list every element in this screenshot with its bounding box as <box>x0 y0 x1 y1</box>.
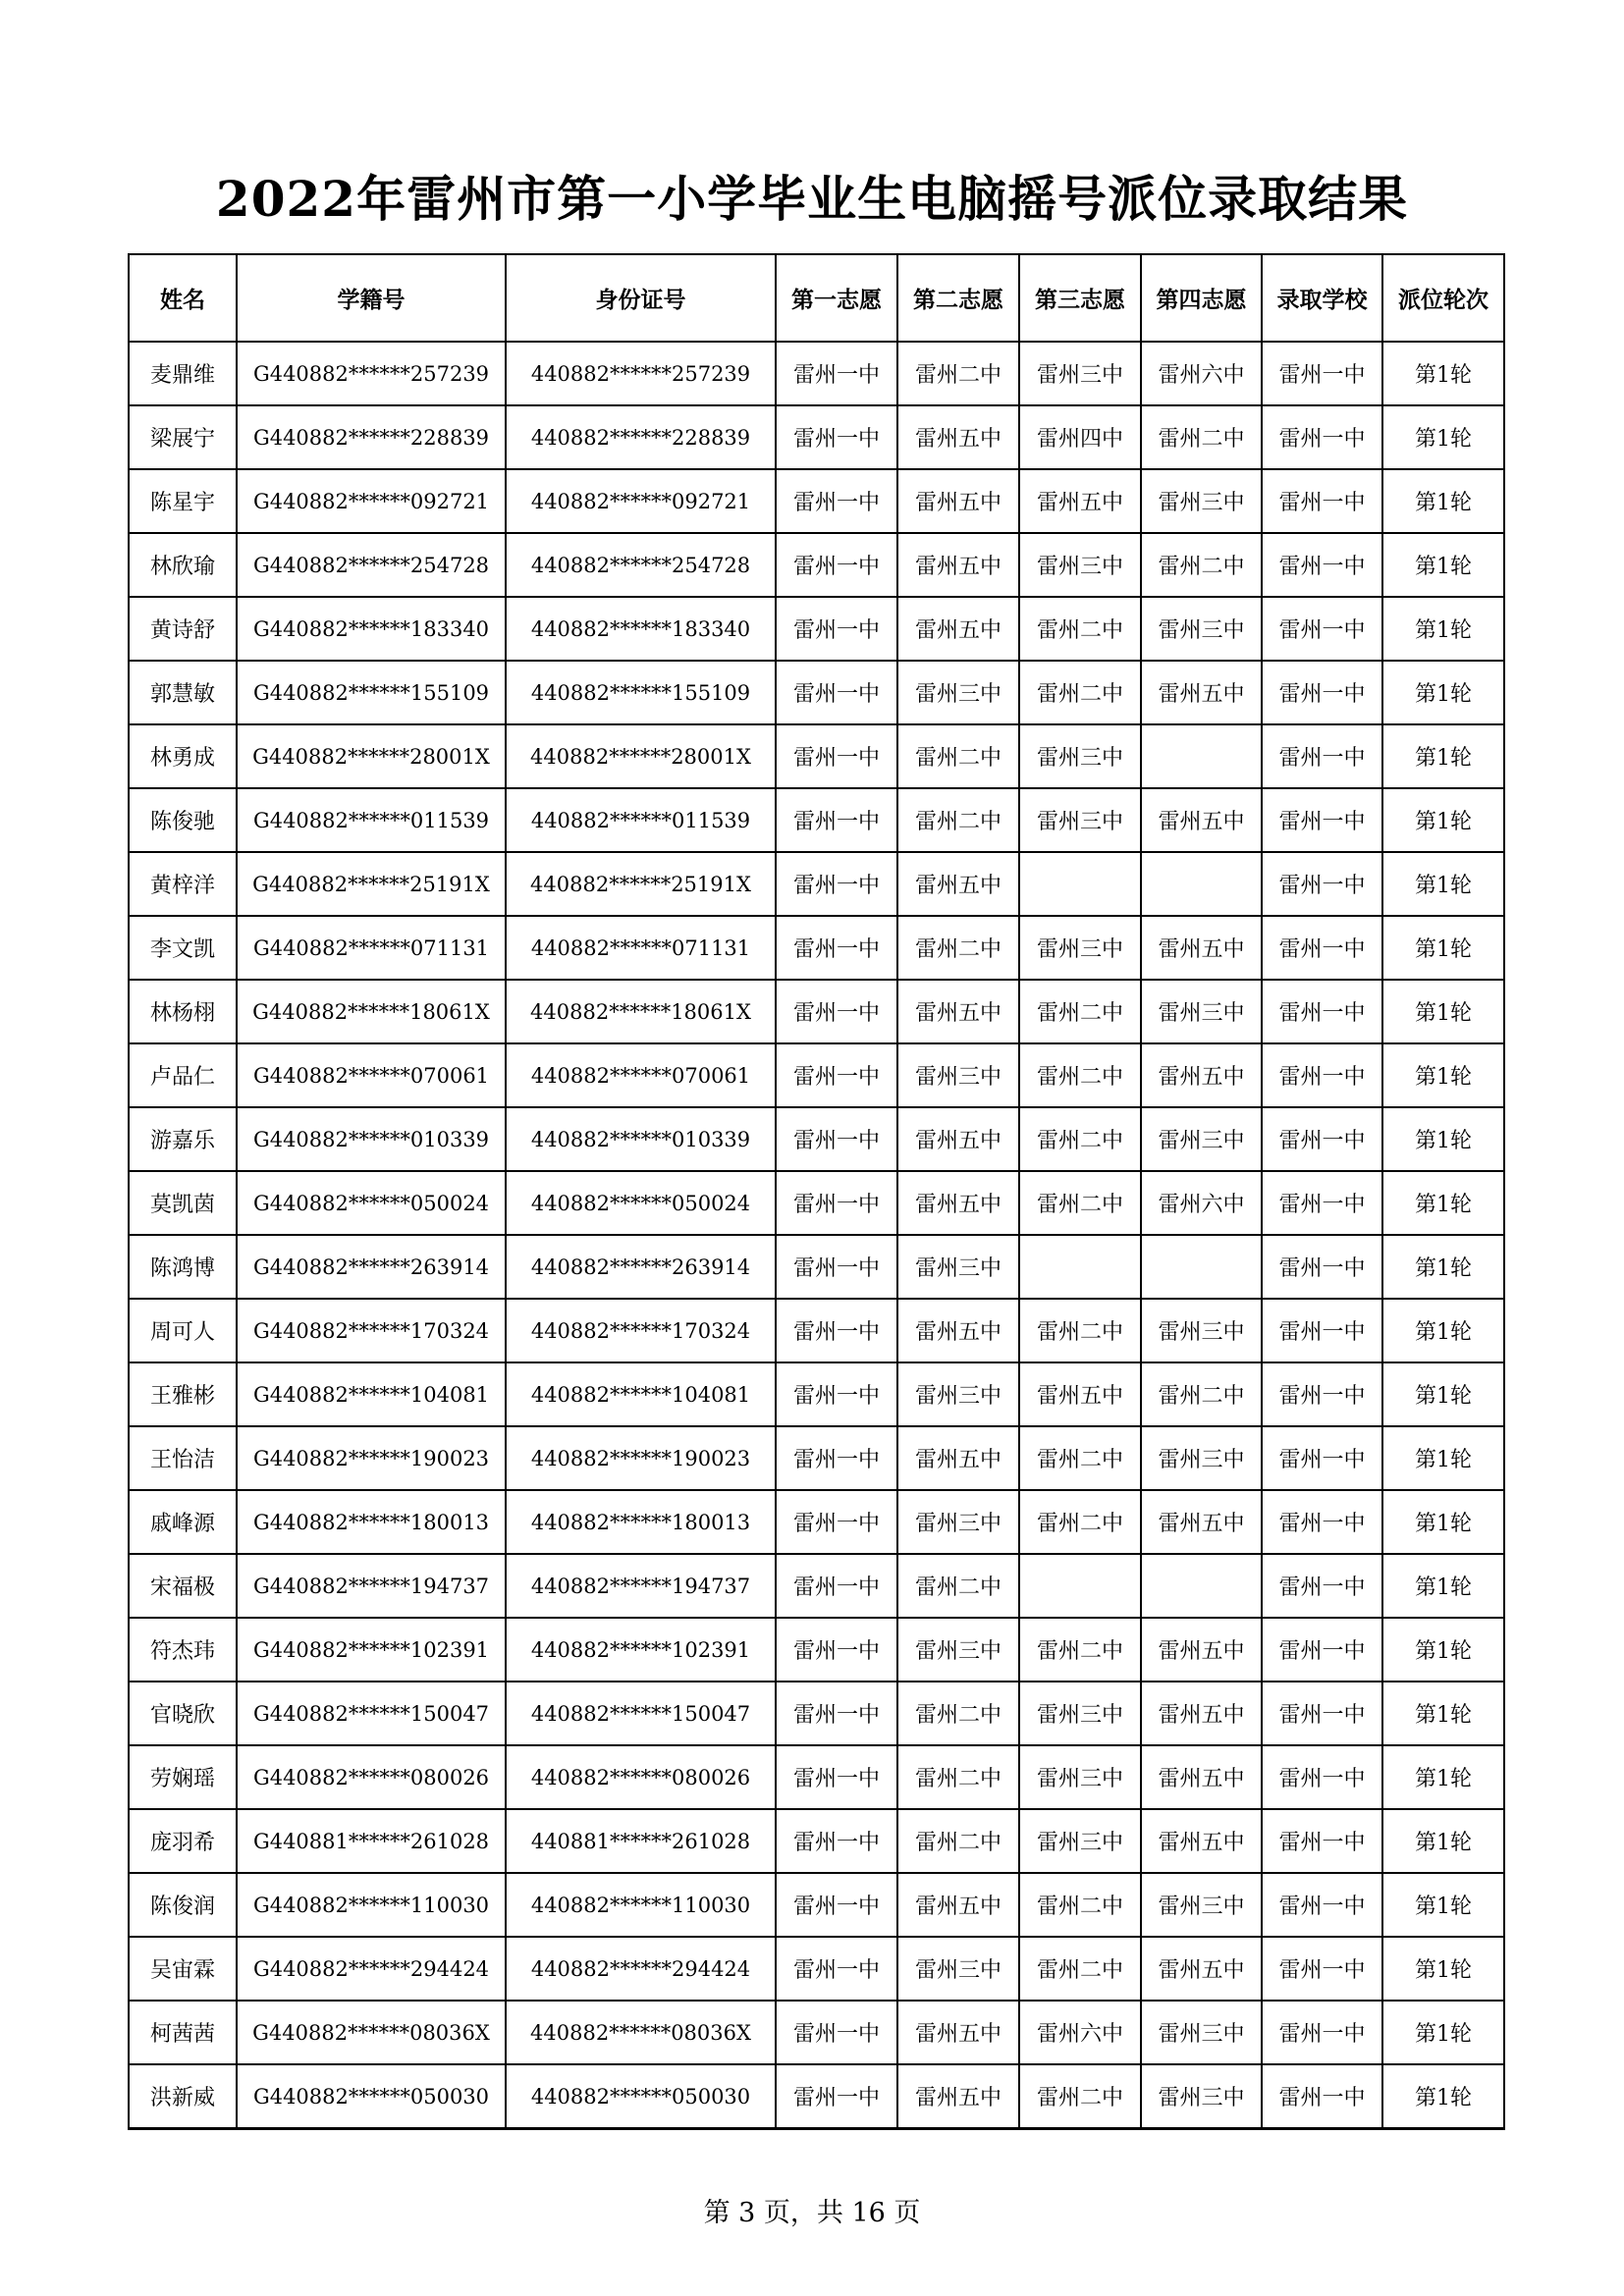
cell-student-id: G440882******170324 <box>237 1299 506 1362</box>
cell-choice-4: 雷州三中 <box>1141 980 1262 1043</box>
cell-choice-3: 雷州二中 <box>1019 1299 1141 1362</box>
cell-choice-4: 雷州五中 <box>1141 1745 1262 1809</box>
cell-id-card: 440882******080026 <box>506 1745 776 1809</box>
table-row <box>129 1809 1504 1873</box>
cell-id-card: 440882******190023 <box>506 1426 776 1490</box>
cell-choice-3: 雷州二中 <box>1019 2064 1141 2129</box>
cell-choice-3: 雷州二中 <box>1019 1618 1141 1682</box>
cell-choice-1: 雷州一中 <box>776 980 897 1043</box>
cell-name: 郭慧敏 <box>129 661 237 724</box>
cell-id-card: 440882******104081 <box>506 1362 776 1426</box>
cell-name: 黄梓洋 <box>129 852 237 916</box>
cell-choice-3: 雷州三中 <box>1019 788 1141 852</box>
header-round: 派位轮次 <box>1382 254 1504 342</box>
cell-admitted-school: 雷州一中 <box>1262 1682 1382 1745</box>
cell-choice-3: 雷州三中 <box>1019 533 1141 597</box>
cell-name: 林欣瑜 <box>129 533 237 597</box>
cell-choice-3 <box>1019 1235 1141 1299</box>
cell-name: 林勇成 <box>129 724 237 788</box>
cell-name: 宋福极 <box>129 1554 237 1618</box>
cell-choice-1: 雷州一中 <box>776 1426 897 1490</box>
cell-id-card: 440882******254728 <box>506 533 776 597</box>
cell-choice-3: 雷州二中 <box>1019 661 1141 724</box>
cell-name: 王怡洁 <box>129 1426 237 1490</box>
cell-id-card: 440882******194737 <box>506 1554 776 1618</box>
cell-admitted-school: 雷州一中 <box>1262 916 1382 980</box>
cell-admitted-school: 雷州一中 <box>1262 1299 1382 1362</box>
cell-id-card: 440882******050024 <box>506 1171 776 1235</box>
cell-id-card: 440882******071131 <box>506 916 776 980</box>
cell-admitted-school: 雷州一中 <box>1262 1107 1382 1171</box>
cell-round: 第1轮 <box>1382 1426 1504 1490</box>
cell-id-card: 440882******011539 <box>506 788 776 852</box>
cell-choice-1: 雷州一中 <box>776 1107 897 1171</box>
cell-id-card: 440882******18061X <box>506 980 776 1043</box>
cell-id-card: 440882******228839 <box>506 405 776 469</box>
cell-choice-1: 雷州一中 <box>776 1809 897 1873</box>
cell-choice-4 <box>1141 1554 1262 1618</box>
table-row <box>129 2001 1504 2064</box>
cell-choice-2: 雷州五中 <box>897 405 1019 469</box>
table-row <box>129 1043 1504 1107</box>
cell-student-id: G440882******110030 <box>237 1873 506 1937</box>
cell-choice-2: 雷州二中 <box>897 1554 1019 1618</box>
cell-choice-1: 雷州一中 <box>776 469 897 533</box>
cell-admitted-school: 雷州一中 <box>1262 788 1382 852</box>
cell-choice-2: 雷州二中 <box>897 1809 1019 1873</box>
cell-round: 第1轮 <box>1382 1745 1504 1809</box>
cell-choice-2: 雷州二中 <box>897 1682 1019 1745</box>
cell-id-card: 440882******294424 <box>506 1937 776 2001</box>
cell-student-id: G440882******190023 <box>237 1426 506 1490</box>
cell-choice-2: 雷州五中 <box>897 1171 1019 1235</box>
cell-student-id: G440882******25191X <box>237 852 506 916</box>
cell-choice-1: 雷州一中 <box>776 852 897 916</box>
cell-admitted-school: 雷州一中 <box>1262 405 1382 469</box>
cell-round: 第1轮 <box>1382 1490 1504 1554</box>
cell-admitted-school: 雷州一中 <box>1262 1809 1382 1873</box>
cell-round: 第1轮 <box>1382 661 1504 724</box>
cell-round: 第1轮 <box>1382 980 1504 1043</box>
cell-student-id: G440882******104081 <box>237 1362 506 1426</box>
cell-round: 第1轮 <box>1382 916 1504 980</box>
cell-admitted-school: 雷州一中 <box>1262 1873 1382 1937</box>
cell-id-card: 440882******263914 <box>506 1235 776 1299</box>
cell-round: 第1轮 <box>1382 1235 1504 1299</box>
cell-name: 游嘉乐 <box>129 1107 237 1171</box>
cell-choice-2: 雷州五中 <box>897 597 1019 661</box>
cell-choice-2: 雷州二中 <box>897 1745 1019 1809</box>
cell-choice-1: 雷州一中 <box>776 597 897 661</box>
cell-student-id: G440882******08036X <box>237 2001 506 2064</box>
cell-choice-4: 雷州三中 <box>1141 469 1262 533</box>
cell-admitted-school: 雷州一中 <box>1262 1362 1382 1426</box>
header-name: 姓名 <box>129 254 237 342</box>
cell-round: 第1轮 <box>1382 852 1504 916</box>
cell-student-id: G440882******257239 <box>237 342 506 405</box>
cell-id-card: 440882******110030 <box>506 1873 776 1937</box>
table-row <box>129 852 1504 916</box>
cell-admitted-school: 雷州一中 <box>1262 1235 1382 1299</box>
table-row <box>129 1490 1504 1554</box>
cell-choice-4: 雷州三中 <box>1141 1426 1262 1490</box>
admission-results-table <box>128 253 1505 2130</box>
cell-student-id: G440882******071131 <box>237 916 506 980</box>
cell-name: 王雅彬 <box>129 1362 237 1426</box>
cell-round: 第1轮 <box>1382 1107 1504 1171</box>
table-row <box>129 1554 1504 1618</box>
cell-choice-2: 雷州二中 <box>897 342 1019 405</box>
cell-name: 劳娴瑶 <box>129 1745 237 1809</box>
cell-round: 第1轮 <box>1382 405 1504 469</box>
cell-admitted-school: 雷州一中 <box>1262 1745 1382 1809</box>
cell-student-id: G440882******070061 <box>237 1043 506 1107</box>
cell-admitted-school: 雷州一中 <box>1262 469 1382 533</box>
cell-choice-1: 雷州一中 <box>776 533 897 597</box>
cell-choice-2: 雷州五中 <box>897 2001 1019 2064</box>
table-row <box>129 788 1504 852</box>
cell-admitted-school: 雷州一中 <box>1262 1043 1382 1107</box>
table-body <box>129 342 1504 2129</box>
cell-name: 陈俊润 <box>129 1873 237 1937</box>
cell-student-id: G440882******294424 <box>237 1937 506 2001</box>
cell-name: 林杨栩 <box>129 980 237 1043</box>
table-header-row <box>129 254 1504 342</box>
cell-admitted-school: 雷州一中 <box>1262 852 1382 916</box>
cell-admitted-school: 雷州一中 <box>1262 2001 1382 2064</box>
cell-choice-1: 雷州一中 <box>776 2064 897 2129</box>
page-title: 2022年雷州市第一小学毕业生电脑摇号派位录取结果 <box>215 170 1409 228</box>
cell-admitted-school: 雷州一中 <box>1262 661 1382 724</box>
table-row <box>129 916 1504 980</box>
cell-student-id: G440882******254728 <box>237 533 506 597</box>
cell-admitted-school: 雷州一中 <box>1262 2064 1382 2129</box>
cell-id-card: 440882******150047 <box>506 1682 776 1745</box>
cell-choice-3: 雷州五中 <box>1019 1362 1141 1426</box>
cell-id-card: 440882******155109 <box>506 661 776 724</box>
cell-name: 庞羽希 <box>129 1809 237 1873</box>
cell-choice-1: 雷州一中 <box>776 1873 897 1937</box>
cell-student-id: G440882******263914 <box>237 1235 506 1299</box>
cell-choice-4: 雷州三中 <box>1141 1299 1262 1362</box>
cell-choice-1: 雷州一中 <box>776 1235 897 1299</box>
cell-admitted-school: 雷州一中 <box>1262 342 1382 405</box>
cell-id-card: 440882******170324 <box>506 1299 776 1362</box>
cell-admitted-school: 雷州一中 <box>1262 980 1382 1043</box>
cell-choice-2: 雷州五中 <box>897 2064 1019 2129</box>
cell-name: 吴宙霖 <box>129 1937 237 2001</box>
cell-round: 第1轮 <box>1382 1362 1504 1426</box>
cell-choice-4: 雷州五中 <box>1141 916 1262 980</box>
cell-choice-1: 雷州一中 <box>776 1043 897 1107</box>
cell-student-id: G440882******180013 <box>237 1490 506 1554</box>
table-row <box>129 342 1504 405</box>
cell-student-id: G440882******228839 <box>237 405 506 469</box>
cell-choice-4: 雷州五中 <box>1141 1937 1262 2001</box>
cell-id-card: 440882******070061 <box>506 1043 776 1107</box>
cell-choice-4: 雷州三中 <box>1141 597 1262 661</box>
table-row <box>129 1171 1504 1235</box>
cell-name: 陈星宇 <box>129 469 237 533</box>
cell-round: 第1轮 <box>1382 342 1504 405</box>
cell-choice-1: 雷州一中 <box>776 1554 897 1618</box>
cell-choice-4: 雷州五中 <box>1141 1490 1262 1554</box>
cell-id-card: 440882******257239 <box>506 342 776 405</box>
page-footer: 第 3 页，共 16 页 <box>703 2198 921 2228</box>
table-row <box>129 1745 1504 1809</box>
table-row <box>129 980 1504 1043</box>
cell-id-card: 440882******08036X <box>506 2001 776 2064</box>
cell-choice-4: 雷州二中 <box>1141 533 1262 597</box>
cell-id-card: 440882******102391 <box>506 1618 776 1682</box>
cell-choice-2: 雷州五中 <box>897 1426 1019 1490</box>
cell-choice-2: 雷州五中 <box>897 533 1019 597</box>
cell-choice-4: 雷州六中 <box>1141 342 1262 405</box>
cell-round: 第1轮 <box>1382 1618 1504 1682</box>
cell-name: 卢品仁 <box>129 1043 237 1107</box>
cell-choice-4: 雷州二中 <box>1141 1362 1262 1426</box>
cell-choice-2: 雷州三中 <box>897 1937 1019 2001</box>
cell-student-id: G440882******080026 <box>237 1745 506 1809</box>
table-row <box>129 1937 1504 2001</box>
cell-admitted-school: 雷州一中 <box>1262 1490 1382 1554</box>
cell-choice-2: 雷州二中 <box>897 916 1019 980</box>
cell-choice-1: 雷州一中 <box>776 342 897 405</box>
cell-choice-4: 雷州五中 <box>1141 661 1262 724</box>
cell-choice-2: 雷州五中 <box>897 469 1019 533</box>
cell-choice-2: 雷州五中 <box>897 980 1019 1043</box>
table-row <box>129 1362 1504 1426</box>
cell-choice-2: 雷州三中 <box>897 1235 1019 1299</box>
cell-choice-4: 雷州三中 <box>1141 1873 1262 1937</box>
table-row <box>129 1682 1504 1745</box>
cell-choice-3: 雷州三中 <box>1019 1809 1141 1873</box>
cell-choice-4: 雷州五中 <box>1141 1809 1262 1873</box>
cell-choice-3: 雷州二中 <box>1019 1043 1141 1107</box>
cell-choice-3: 雷州六中 <box>1019 2001 1141 2064</box>
cell-admitted-school: 雷州一中 <box>1262 597 1382 661</box>
cell-choice-2: 雷州三中 <box>897 661 1019 724</box>
cell-choice-3: 雷州三中 <box>1019 916 1141 980</box>
cell-student-id: G440882******010339 <box>237 1107 506 1171</box>
cell-choice-1: 雷州一中 <box>776 405 897 469</box>
cell-choice-4: 雷州六中 <box>1141 1171 1262 1235</box>
cell-admitted-school: 雷州一中 <box>1262 1937 1382 2001</box>
cell-choice-1: 雷州一中 <box>776 1362 897 1426</box>
table-row <box>129 469 1504 533</box>
cell-choice-1: 雷州一中 <box>776 724 897 788</box>
cell-student-id: G440881******261028 <box>237 1809 506 1873</box>
cell-name: 陈俊驰 <box>129 788 237 852</box>
header-choice-3: 第三志愿 <box>1019 254 1141 342</box>
header-id-card: 身份证号 <box>506 254 776 342</box>
cell-choice-1: 雷州一中 <box>776 2001 897 2064</box>
cell-id-card: 440881******261028 <box>506 1809 776 1873</box>
cell-admitted-school: 雷州一中 <box>1262 1426 1382 1490</box>
cell-round: 第1轮 <box>1382 1873 1504 1937</box>
header-student-id: 学籍号 <box>237 254 506 342</box>
cell-student-id: G440882******194737 <box>237 1554 506 1618</box>
cell-student-id: G440882******102391 <box>237 1618 506 1682</box>
cell-name: 麦鼎维 <box>129 342 237 405</box>
cell-choice-3: 雷州二中 <box>1019 1937 1141 2001</box>
cell-choice-4: 雷州三中 <box>1141 1107 1262 1171</box>
cell-round: 第1轮 <box>1382 1809 1504 1873</box>
cell-choice-3: 雷州二中 <box>1019 1490 1141 1554</box>
cell-choice-3: 雷州二中 <box>1019 1107 1141 1171</box>
cell-name: 陈鸿博 <box>129 1235 237 1299</box>
cell-choice-2: 雷州三中 <box>897 1490 1019 1554</box>
cell-id-card: 440882******180013 <box>506 1490 776 1554</box>
cell-student-id: G440882******150047 <box>237 1682 506 1745</box>
table-row <box>129 405 1504 469</box>
cell-round: 第1轮 <box>1382 1171 1504 1235</box>
cell-choice-1: 雷州一中 <box>776 916 897 980</box>
table-row <box>129 1107 1504 1171</box>
cell-student-id: G440882******011539 <box>237 788 506 852</box>
cell-choice-2: 雷州五中 <box>897 852 1019 916</box>
cell-name: 洪新威 <box>129 2064 237 2129</box>
cell-choice-1: 雷州一中 <box>776 1299 897 1362</box>
cell-choice-3 <box>1019 852 1141 916</box>
table-row <box>129 597 1504 661</box>
cell-admitted-school: 雷州一中 <box>1262 1618 1382 1682</box>
cell-choice-3: 雷州三中 <box>1019 1745 1141 1809</box>
cell-id-card: 440882******010339 <box>506 1107 776 1171</box>
cell-choice-2: 雷州三中 <box>897 1362 1019 1426</box>
cell-round: 第1轮 <box>1382 2001 1504 2064</box>
cell-admitted-school: 雷州一中 <box>1262 724 1382 788</box>
cell-choice-3: 雷州三中 <box>1019 342 1141 405</box>
cell-round: 第1轮 <box>1382 2064 1504 2129</box>
cell-choice-2: 雷州三中 <box>897 1043 1019 1107</box>
cell-admitted-school: 雷州一中 <box>1262 1171 1382 1235</box>
cell-choice-1: 雷州一中 <box>776 1171 897 1235</box>
table-row <box>129 2064 1504 2129</box>
cell-choice-3: 雷州四中 <box>1019 405 1141 469</box>
cell-name: 黄诗舒 <box>129 597 237 661</box>
cell-choice-3: 雷州二中 <box>1019 1873 1141 1937</box>
cell-student-id: G440882******050024 <box>237 1171 506 1235</box>
cell-choice-3: 雷州五中 <box>1019 469 1141 533</box>
cell-name: 官晓欣 <box>129 1682 237 1745</box>
cell-student-id: G440882******183340 <box>237 597 506 661</box>
cell-id-card: 440882******092721 <box>506 469 776 533</box>
cell-choice-2: 雷州二中 <box>897 788 1019 852</box>
header-choice-4: 第四志愿 <box>1141 254 1262 342</box>
header-choice-2: 第二志愿 <box>897 254 1019 342</box>
cell-choice-4: 雷州二中 <box>1141 405 1262 469</box>
cell-choice-4: 雷州三中 <box>1141 2064 1262 2129</box>
cell-name: 周可人 <box>129 1299 237 1362</box>
table-row <box>129 1299 1504 1362</box>
cell-choice-3: 雷州二中 <box>1019 1171 1141 1235</box>
cell-choice-4 <box>1141 852 1262 916</box>
cell-choice-4 <box>1141 724 1262 788</box>
cell-choice-1: 雷州一中 <box>776 1937 897 2001</box>
cell-round: 第1轮 <box>1382 597 1504 661</box>
cell-choice-1: 雷州一中 <box>776 1682 897 1745</box>
cell-student-id: G440882******050030 <box>237 2064 506 2129</box>
cell-choice-4 <box>1141 1235 1262 1299</box>
cell-student-id: G440882******18061X <box>237 980 506 1043</box>
cell-name: 莫凯茵 <box>129 1171 237 1235</box>
cell-round: 第1轮 <box>1382 533 1504 597</box>
cell-round: 第1轮 <box>1382 788 1504 852</box>
cell-admitted-school: 雷州一中 <box>1262 533 1382 597</box>
cell-choice-2: 雷州二中 <box>897 724 1019 788</box>
table-row <box>129 1873 1504 1937</box>
cell-round: 第1轮 <box>1382 1299 1504 1362</box>
cell-choice-3: 雷州二中 <box>1019 980 1141 1043</box>
cell-choice-2: 雷州五中 <box>897 1299 1019 1362</box>
cell-choice-4: 雷州五中 <box>1141 1043 1262 1107</box>
table-row <box>129 1618 1504 1682</box>
cell-choice-4: 雷州五中 <box>1141 1618 1262 1682</box>
cell-name: 柯茜茜 <box>129 2001 237 2064</box>
cell-round: 第1轮 <box>1382 469 1504 533</box>
cell-choice-3 <box>1019 1554 1141 1618</box>
table-row <box>129 661 1504 724</box>
cell-choice-2: 雷州五中 <box>897 1107 1019 1171</box>
cell-round: 第1轮 <box>1382 1682 1504 1745</box>
cell-choice-3: 雷州三中 <box>1019 1682 1141 1745</box>
cell-choice-1: 雷州一中 <box>776 1490 897 1554</box>
cell-choice-3: 雷州二中 <box>1019 597 1141 661</box>
cell-admitted-school: 雷州一中 <box>1262 1554 1382 1618</box>
cell-choice-1: 雷州一中 <box>776 1745 897 1809</box>
cell-round: 第1轮 <box>1382 1937 1504 2001</box>
header-admitted-school: 录取学校 <box>1262 254 1382 342</box>
cell-id-card: 440882******25191X <box>506 852 776 916</box>
cell-name: 梁展宁 <box>129 405 237 469</box>
cell-round: 第1轮 <box>1382 724 1504 788</box>
table-row <box>129 1426 1504 1490</box>
cell-student-id: G440882******28001X <box>237 724 506 788</box>
cell-choice-3: 雷州二中 <box>1019 1426 1141 1490</box>
cell-student-id: G440882******092721 <box>237 469 506 533</box>
cell-choice-2: 雷州三中 <box>897 1618 1019 1682</box>
cell-choice-1: 雷州一中 <box>776 661 897 724</box>
cell-name: 李文凯 <box>129 916 237 980</box>
cell-choice-4: 雷州三中 <box>1141 2001 1262 2064</box>
cell-choice-2: 雷州五中 <box>897 1873 1019 1937</box>
cell-name: 戚峰源 <box>129 1490 237 1554</box>
cell-round: 第1轮 <box>1382 1043 1504 1107</box>
cell-id-card: 440882******183340 <box>506 597 776 661</box>
table-row <box>129 724 1504 788</box>
cell-id-card: 440882******050030 <box>506 2064 776 2129</box>
header-choice-1: 第一志愿 <box>776 254 897 342</box>
table-row <box>129 533 1504 597</box>
cell-name: 符杰玮 <box>129 1618 237 1682</box>
cell-id-card: 440882******28001X <box>506 724 776 788</box>
cell-round: 第1轮 <box>1382 1554 1504 1618</box>
cell-choice-1: 雷州一中 <box>776 788 897 852</box>
cell-choice-4: 雷州五中 <box>1141 788 1262 852</box>
table-row <box>129 1235 1504 1299</box>
cell-choice-3: 雷州三中 <box>1019 724 1141 788</box>
cell-student-id: G440882******155109 <box>237 661 506 724</box>
cell-choice-4: 雷州五中 <box>1141 1682 1262 1745</box>
cell-choice-1: 雷州一中 <box>776 1618 897 1682</box>
